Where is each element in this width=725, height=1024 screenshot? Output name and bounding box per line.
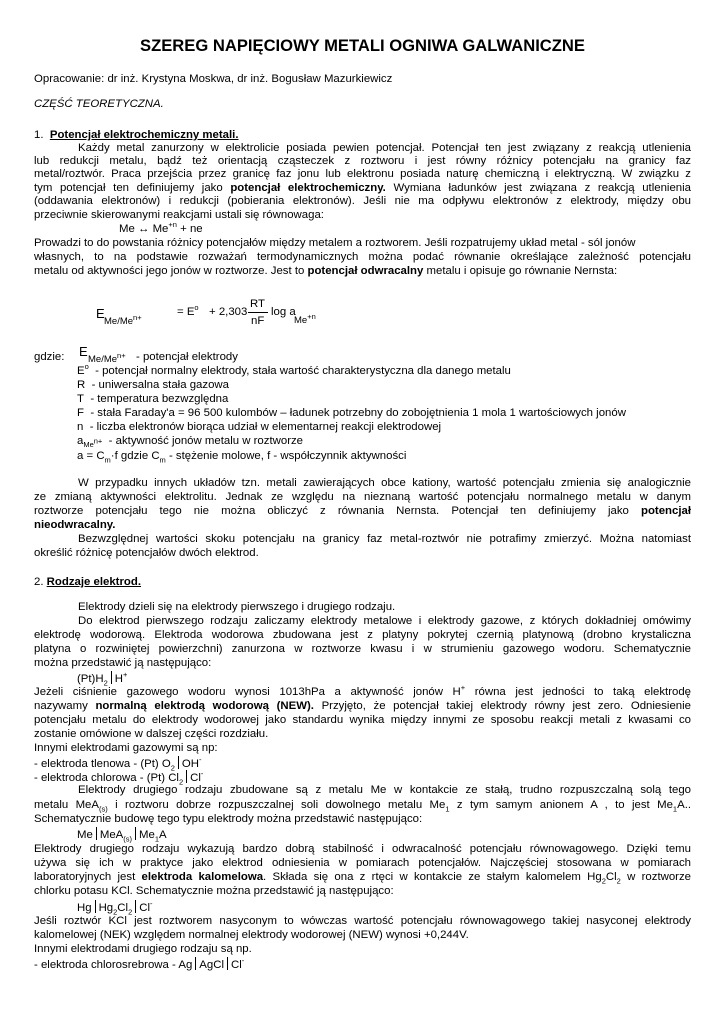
where-label: gdzie:	[34, 351, 65, 363]
s2-p5-line: Jeśli roztwór KCl jest roztworem nasyconym to wówczas wartość potencjału równowagowego takiej nasyconej elektrody	[34, 915, 691, 927]
hydrogen-electrode-scheme: $(Pt)H_2$ H+	[77, 670, 128, 688]
authors-line: Opracowanie: dr inż. Krystyna Moskwa, dr inż. Bogusław Mazurkiewicz	[34, 73, 393, 85]
where-item: T - temperatura bezwzględna	[77, 393, 229, 405]
where-E-desc: - potencjał elektrody	[136, 351, 238, 363]
nernst-factor: + 2,303	[209, 306, 248, 318]
nernst-log: log a	[271, 306, 296, 318]
where-item: F - stała Faraday'a = 96 500 kulombów – ładunek potrzebny do zobojętnienia 1 mola 1 wartościowych jonów	[77, 407, 626, 419]
s1-p1-line: przeciwnie skierowanymi reakcjami ustali się równowaga:	[34, 209, 324, 221]
s2-p1-line: można przedstawić ją następująco:	[34, 657, 212, 669]
nernst-denominator: nF	[251, 315, 265, 327]
second-kind-electrode-scheme: Me MeA$_{(s)}$ $Me_1A$	[77, 829, 167, 844]
s1-p1-line: Każdy metal zanurzony w elektrolicie posiada pewien potencjał. Potencjał ten jest związany z reakcją utlenienia	[78, 142, 691, 154]
document-title: SZEREG NAPIĘCIOWY METALI OGNIWA GALWANICZNE	[140, 36, 585, 55]
s1-p1-line: (oddawania elektronów) i redukcji (pobierania elektronów). Jeśli nie ma odpływu elektronów z elektrody, między obu	[34, 195, 691, 207]
s1-p1-line: lub redukcji metalu, bądź też orientacją cząsteczek z roztworu i jest równy różnicy potencjału na granicy faz	[34, 155, 691, 167]
where-item-activity: $a_{Me^{n+}}$ - aktywność jonów metalu w roztworze	[77, 435, 304, 450]
s2-p3-line: Elektrody drugiego rodzaju zbudowane są z metalu Me w kontakcie ze stałą, trudno rozpuszczalną solą tego	[78, 784, 691, 796]
s2-p5-line: kalomelowej (NEK) względem normalnej elektrody wodorowej (NEW) wynosi +0,244V.	[34, 929, 469, 941]
s2-p4-line: laboratoryjnych jest elektroda kalomelowa. Składa się ona z rtęci w kontakcie ze stałym kalomelem $Hg_2Cl_2$ w roztworze	[34, 871, 691, 886]
s2-p5-line: Innymi elektrodami drugiego rodzaju są np.	[34, 943, 252, 955]
s1-p4-line: Bezwzględnej wartości skoku potencjału na granicy faz metal-roztwór nie potrafimy zmierzyć. Można natomiast	[78, 533, 691, 545]
s1-p3-line: W przypadku innych układów tzn. metali zawierających obce kationy, wartość potencjału zmienia się analogicznie	[78, 477, 691, 489]
s2-p4-line: używa się ich w praktyce jako elektrod odniesienia w pomiarach potencjałów. Najczęściej stosowana w pomiarach	[34, 857, 691, 869]
where-E-sub: $Me/Me^{n+}$	[88, 350, 126, 365]
s2-p2-line: nazywamy normalną elektrodą wodorową (NEW). Przyjęto, że potencjał takiej elektrody równy jest zero. Odniesienie	[34, 700, 691, 712]
silver-chloride-electrode: - elektroda chlorosrebrowa - Ag AgCl Cl-	[34, 956, 245, 971]
where-item-concentration: $a = C_m\cdot f$ gdzie $C_m$ - stężenie molowe, f - współczynnik aktywności	[77, 450, 407, 465]
s2-p4-line: chlorku potasu KCl. Schematycznie można przedstawić ją następująco:	[34, 885, 394, 897]
s2-intro: Elektrody dzieli się na elektrody pierwszego i drugiego rodzaju.	[78, 601, 396, 613]
s1-p1-line: metal/roztwór. Praca przejścia przez granicę faz jonu lub elektronu posiada naturę chemiczną i elektryczną. W związku z	[34, 168, 691, 180]
section-2-heading: 2. Rodzaje elektrod.	[34, 576, 141, 588]
nernst-numerator: RT	[250, 298, 265, 310]
gas-electrodes-intro: Innymi elektrodami gazowymi są np:	[34, 742, 218, 754]
s2-p4-line: Elektrody drugiego rodzaju wykazują bardzo dobrą stabilność i odwracalność potencjału równowagowego. Dzięki temu	[34, 843, 691, 855]
s2-p1-line: elektrodę wodorową. Elektroda wodorowa zbudowana jest z platyny pokrytej czernią platynową (drobno krystaliczna	[34, 629, 691, 641]
s2-p3-line: Schematycznie budowę tego typu elektrody można przedstawić następująco:	[34, 813, 423, 825]
nernst-E0: = $E^o$	[177, 303, 199, 318]
s1-p3-line: nieodwracalny.	[34, 519, 116, 531]
chlorine-electrode: - elektroda chlorowa - (Pt) $Cl_2$ Cl-	[34, 769, 204, 787]
s2-p2-line: zostanie omówione w dalszej części rozdziału.	[34, 728, 269, 740]
section-1-heading: 1. Potencjał elektrochemiczny metali.	[34, 129, 239, 141]
s1-p4-line: określić różnicę potencjałów dwóch elektrod.	[34, 547, 259, 559]
nernst-E: E	[96, 306, 105, 321]
s1-p2-line: własnych, to na podstawie rozważań termodynamicznych można podać równanie określające zależność potencjału	[34, 251, 691, 263]
nernst-a-sub: $Me^{+n}$	[294, 311, 316, 326]
where-item: R - uniwersalna stała gazowa	[77, 379, 229, 391]
redox-reaction: Me ↔ $Me^{+n}$ + ne	[119, 220, 203, 235]
where-E: E	[79, 344, 88, 359]
s1-p2-line: metalu od aktywności jego jonów w roztworze. Jest to potencjał odwracalny metalu i opisuje go równanie Nernsta:	[34, 265, 618, 277]
s2-p3-line: metalu MeA$_{(s)}$ i roztworu dobrze rozpuszczalnej soli dowolnego metalu $Me_1$ z tym samym anionem A , to jest $Me_1A$..	[34, 799, 692, 814]
s2-p2-line: Jeżeli ciśnienie gazowego wodoru wynosi 1013hPa a aktywność jonów H+ równa jest jedności to taką elektrodę	[34, 683, 691, 698]
s2-p1-line: platyna o rozwiniętej powierzchni) zanurzona w roztworze kwasu i w strumieniu gazowego wodoru. Schematycznie	[34, 643, 691, 655]
s1-p3-line: roztworze potencjału tego nie można obliczyć z równania Nernsta. Potencjał ten definiujemy jako potencjał	[34, 505, 691, 517]
fraction-bar	[248, 312, 268, 313]
part-heading: CZĘŚĆ TEORETYCZNA.	[34, 98, 164, 110]
calomel-electrode-scheme: Hg $Hg_2Cl_2$ Cl-	[77, 899, 153, 917]
oxygen-electrode: - elektroda tlenowa - (Pt) $O_2$ OH-	[34, 755, 202, 773]
where-item: n - liczba elektronów biorąca udział w elementarnej reakcji elektrodowej	[77, 421, 442, 433]
s1-p3-line: ze zmianą aktywności elektrolitu. Jednak ze względu na nieznaną wartość potencjału normalnego metalu w danym	[34, 491, 691, 503]
where-item: $E^o$ - potencjał normalny elektrody, stała wartość charakterystyczna dla danego metalu	[77, 362, 511, 377]
s2-p2-line: potencjału metalu do elektrody wodorowej jako standardu wynika między innymi ze sposobu reakcji metali z kwasami co	[34, 714, 691, 726]
nernst-E-sub: $Me/Me^{n+}$	[104, 312, 142, 327]
s2-p1-line: Do elektrod pierwszego rodzaju zaliczamy elektrody metalowe i elektrody gazowe, z których dokładniej omówimy	[78, 615, 691, 627]
s1-p2-line: Prowadzi to do powstania różnicy potencjałów między metalem a roztworem. Jeśli rozpatrujemy układ metal - sól jonów	[34, 237, 636, 249]
s1-p1-line: tym potencjał ten definiujemy jako potencjał elektrochemiczny. Wymiana ładunków jest związana z reakcją utlenienia	[34, 182, 691, 194]
